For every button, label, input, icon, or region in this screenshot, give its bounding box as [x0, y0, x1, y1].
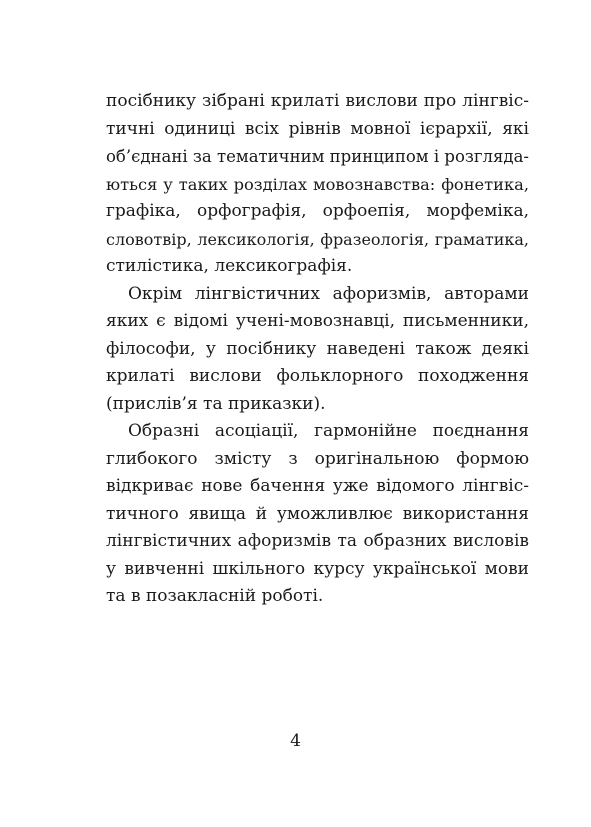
- text-line: яких є відомі учені-мовознавці, письменники,: [106, 311, 529, 331]
- page-number: 4: [290, 731, 301, 751]
- text-line: словотвір, лексикологія, фразеологія, граматика,: [106, 229, 529, 249]
- page-text: [106, 88, 529, 611]
- text-line: стилістика, лексикографія.: [106, 256, 353, 276]
- text-line: у вивченні шкільного курсу української мови: [106, 558, 529, 579]
- paragraph-2: [106, 281, 529, 419]
- text-line: лінгвістичних афоризмів та образних висловів: [106, 531, 529, 551]
- text-line: Окрім лінгвістичних афоризмів, авторами: [128, 283, 529, 304]
- text-line: глибокого змісту з оригінальною формою: [106, 448, 529, 469]
- text-line: тичного явища й уможливлює використання: [106, 503, 529, 524]
- paragraph-3: [106, 418, 529, 611]
- text-line: тичні одиниці всіх рівнів мовної ієрархії, які: [106, 118, 529, 139]
- text-line: графіка, орфографія, орфоепія, морфеміка,: [106, 201, 529, 221]
- text-line: ються у таких розділах мовознавства: фонетика,: [106, 174, 529, 194]
- paragraph-1: [106, 88, 529, 281]
- text-line: та в позакласній роботі.: [106, 586, 324, 606]
- text-line: крилаті вислови фольклорного походження: [106, 366, 529, 386]
- text-line: Образні асоціації, гармонійне поєднання: [128, 421, 529, 441]
- text-line: посібнику зібрані крилаті вислови про лінгвіс-: [106, 91, 529, 111]
- text-line: відкриває нове бачення уже відомого лінгвіс-: [106, 476, 529, 496]
- text-line: (прислів’я та приказки).: [106, 393, 326, 414]
- text-line: об’єднані за тематичним принципом і розгляда-: [106, 147, 529, 166]
- text-line: філософи, у посібнику наведені також деякі: [106, 338, 529, 359]
